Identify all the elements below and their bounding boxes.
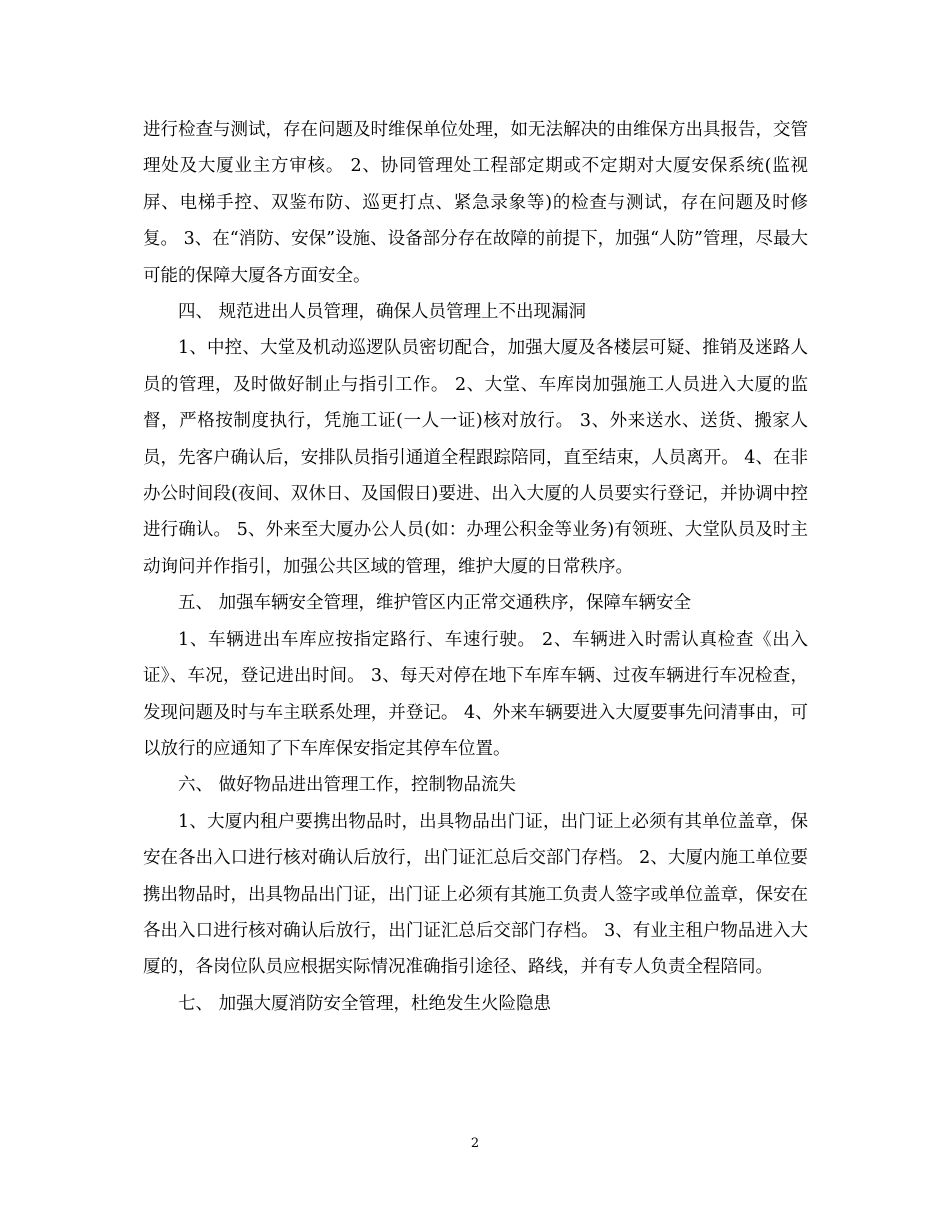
document-body [143,112,808,1022]
paragraph-continued: 进行检查与测试，存在问题及时维保单位处理，如无法解决的由维保方出具报告，交管理处及大厦业主方审核。 2、协同管理处工程部定期或不定期对大厦安保系统(监视屏、电梯手控、双鉴布防、巡更打点、紧急录象等)的检查与测试，存在问题及时修复。 3、在“消防、安保”设施、设备部分存在故障的前提下，加强“人防”管理，尽最大可能的保障大厦各方面安全。 [143,120,808,286]
section-heading-six: 六、 做好物品进出管理工作，控制物品流失 [178,775,517,796]
paragraph-goods-management: 1、大厦内租户要携出物品时，出具物品出门证，出门证上必须有其单位盖章，保安在各出入口进行核对确认后放行，出门证汇总后交部门存档。 2、大厦内施工单位要携出物品时，出具物品出门证，出门证上必须有其施工负责人签字或单位盖章，保安在各出入口进行核对确认后放行，出门证汇总后交部门存档。 3、有业主租户物品进入大厦的，各岗位队员应根据实际情况准确指引途径、路线，并有专人负责全程陪同。 [143,811,808,978]
section-heading-seven: 七、 加强大厦消防安全管理，杜绝发生火险隐患 [178,993,552,1014]
section-heading-four: 四、 规范进出人员管理，确保人员管理上不出现漏洞 [178,302,587,323]
section-heading-five: 五、 加强车辆安全管理，维护管区内正常交通秩序，保障车辆安全 [178,593,692,614]
paragraph-personnel-management: 1、中控、大堂及机动巡逻队员密切配合，加强大厦及各楼层可疑、推销及迷路人员的管理，及时做好制止与指引工作。 2、大堂、车库岗加强施工人员进入大厦的监督，严格按制度执行，凭施工证(一人一证)核对放行。 3、外来送水、送货、搬家人员，先客户确认后，安排队员指引通道全程跟踪陪同，直至结束，人员离开。 4、在非办公时间段(夜间、双休日、及国假日)要进、出入大厦的人员要实行登记，并协调中控进行确认。 5、外来至大厦办公人员(如：办理公积金等业务)有领班、大堂队员及时主动询问并作指引，加强公共区域的管理，维护大厦的日常秩序。 [143,338,808,577]
page-number: 2 [470,1136,480,1151]
paragraph-vehicle-management: 1、车辆进出车库应按指定路行、车速行驶。 2、车辆进入时需认真检查《出入证》、车况，登记进出时间。 3、每天对停在地下车库车辆、过夜车辆进行车况检查，发现问题及时与车主联系处理，并登记。 4、外来车辆要进入大厦要事先问清事由，可以放行的应通知了下车库保安指定其停车位置。 [143,629,808,759]
